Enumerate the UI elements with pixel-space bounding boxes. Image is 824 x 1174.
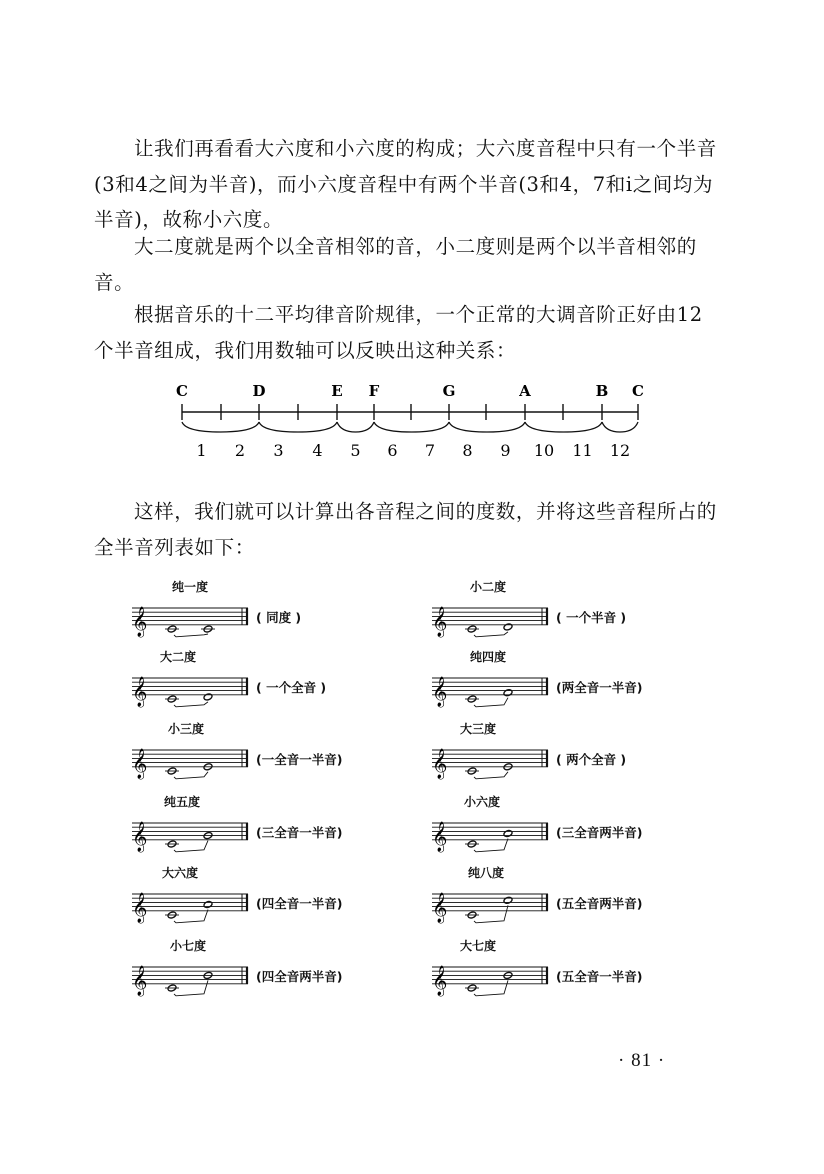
- interval-bracket: [474, 980, 508, 995]
- interval-description: (三全音两半音): [556, 825, 643, 840]
- note-label: A: [519, 382, 531, 400]
- whole-tone-bracket: [374, 422, 449, 432]
- interval-name: 大三度: [460, 722, 497, 736]
- treble-clef-icon: 𝄞: [432, 748, 448, 779]
- interval-description: (五全音两半音): [556, 896, 643, 911]
- treble-clef-icon: 𝄞: [132, 748, 148, 779]
- paragraph-seconds: 大二度就是两个以全音相邻的音，小二度则是两个以半音相邻的音。: [94, 235, 697, 294]
- interval-bracket: [174, 841, 208, 852]
- interval-name: 纯一度: [172, 580, 209, 594]
- note-label: E: [331, 382, 343, 400]
- interval-bracket: [174, 772, 208, 779]
- interval-description: (五全音一半音): [556, 969, 643, 984]
- interval-name: 大七度: [460, 939, 497, 953]
- interval-entry: [130, 864, 430, 934]
- interval-bracket: [474, 632, 508, 637]
- treble-clef-icon: 𝄞: [432, 606, 448, 637]
- semitone-number: 2: [234, 441, 246, 460]
- whole-note: [203, 900, 213, 908]
- note-label: B: [595, 382, 609, 400]
- interval-name: 小三度: [168, 722, 205, 736]
- treble-clef-icon: 𝄞: [132, 676, 148, 707]
- note-label: D: [252, 382, 266, 400]
- whole-note: [503, 623, 513, 631]
- whole-tone-bracket: [259, 422, 337, 432]
- whole-note: [503, 829, 513, 837]
- page-number: · 81 ·: [618, 1050, 666, 1071]
- interval-description: ( 同度 ): [256, 610, 302, 625]
- interval-description: (两全音一半音): [556, 680, 643, 695]
- semitone-bracket: [602, 422, 638, 432]
- semitone-number: 12: [609, 441, 631, 460]
- treble-clef-icon: 𝄞: [132, 892, 148, 923]
- semitone-number: 6: [387, 441, 398, 460]
- interval-name: 小二度: [470, 580, 507, 594]
- whole-tone-bracket: [449, 422, 525, 432]
- interval-entry: [130, 720, 430, 790]
- semitone-number-line: [170, 372, 660, 468]
- treble-clef-icon: 𝄞: [132, 606, 148, 637]
- semitone-number: 9: [500, 441, 511, 460]
- paragraph-twelve-tone: 根据音乐的十二平均律音阶规律，一个正常的大调音阶正好由12个半音组成，我们用数轴可以反映出这种关系：: [94, 303, 703, 362]
- interval-name: 纯四度: [470, 650, 507, 664]
- interval-bracket: [474, 772, 508, 779]
- interval-entry: [430, 793, 730, 863]
- interval-entry: [130, 937, 430, 1007]
- treble-clef-icon: 𝄞: [432, 965, 448, 996]
- semitone-number: 3: [273, 441, 284, 460]
- interval-bracket: [174, 702, 208, 707]
- interval-bracket: [474, 839, 508, 852]
- interval-description: ( 一个全音 ): [256, 680, 327, 695]
- interval-entry: [430, 648, 730, 718]
- paragraph-table-intro: 这样，我们就可以计算出各音程之间的度数，并将这些音程所占的全半音列表如下：: [94, 500, 717, 559]
- semitone-number: 5: [350, 441, 361, 460]
- note-label: F: [368, 382, 380, 400]
- note-label: G: [442, 382, 456, 400]
- interval-entry: [430, 937, 730, 1007]
- interval-bracket: [474, 698, 508, 707]
- interval-name: 小七度: [170, 939, 207, 953]
- interval-description: (四全音两半音): [256, 969, 343, 984]
- interval-entry: [430, 864, 730, 934]
- note-label: C: [632, 382, 644, 400]
- interval-name: 纯八度: [468, 866, 505, 880]
- interval-name: 大六度: [162, 866, 199, 880]
- interval-bracket: [174, 910, 208, 923]
- semitone-number: 8: [462, 441, 473, 460]
- semitone-number: 7: [424, 441, 436, 460]
- interval-name: 小六度: [464, 795, 501, 809]
- interval-bracket: [474, 905, 508, 923]
- treble-clef-icon: 𝄞: [432, 821, 448, 852]
- interval-description: (一全音一半音): [256, 752, 343, 767]
- whole-note: [203, 693, 213, 701]
- interval-entry: [430, 578, 730, 648]
- interval-bracket: [174, 980, 208, 995]
- note-label: C: [176, 382, 188, 400]
- interval-entry: [130, 648, 430, 718]
- whole-note: [503, 896, 513, 904]
- treble-clef-icon: 𝄞: [432, 892, 448, 923]
- interval-description: (四全音一半音): [256, 896, 343, 911]
- whole-tone-bracket: [525, 422, 602, 432]
- treble-clef-icon: 𝄞: [132, 965, 148, 996]
- whole-tone-bracket: [182, 422, 259, 432]
- semitone-number: 1: [196, 441, 207, 460]
- treble-clef-icon: 𝄞: [432, 676, 448, 707]
- paragraph-sixths: 让我们再看看大六度和小六度的构成；大六度音程中只有一个半音(3和4之间为半音)，而小六度音程中有两个半音(3和4，7和i之间均为半音)，故称小六度。: [94, 137, 717, 231]
- interval-bracket: [174, 634, 208, 637]
- interval-description: (三全音一半音): [256, 825, 343, 840]
- interval-entry: [430, 720, 730, 790]
- semitone-number: 4: [312, 441, 323, 460]
- interval-name: 大二度: [160, 650, 197, 664]
- whole-note: [503, 689, 513, 697]
- interval-entry: [130, 793, 430, 863]
- semitone-bracket: [337, 422, 374, 432]
- interval-name: 纯五度: [164, 795, 201, 809]
- interval-description: ( 一个半音 ): [556, 610, 627, 625]
- semitone-number: 11: [572, 441, 593, 460]
- semitone-number: 10: [533, 441, 555, 460]
- interval-description: ( 两个全音 ): [556, 752, 627, 767]
- treble-clef-icon: 𝄞: [132, 821, 148, 852]
- interval-entry: [130, 578, 430, 648]
